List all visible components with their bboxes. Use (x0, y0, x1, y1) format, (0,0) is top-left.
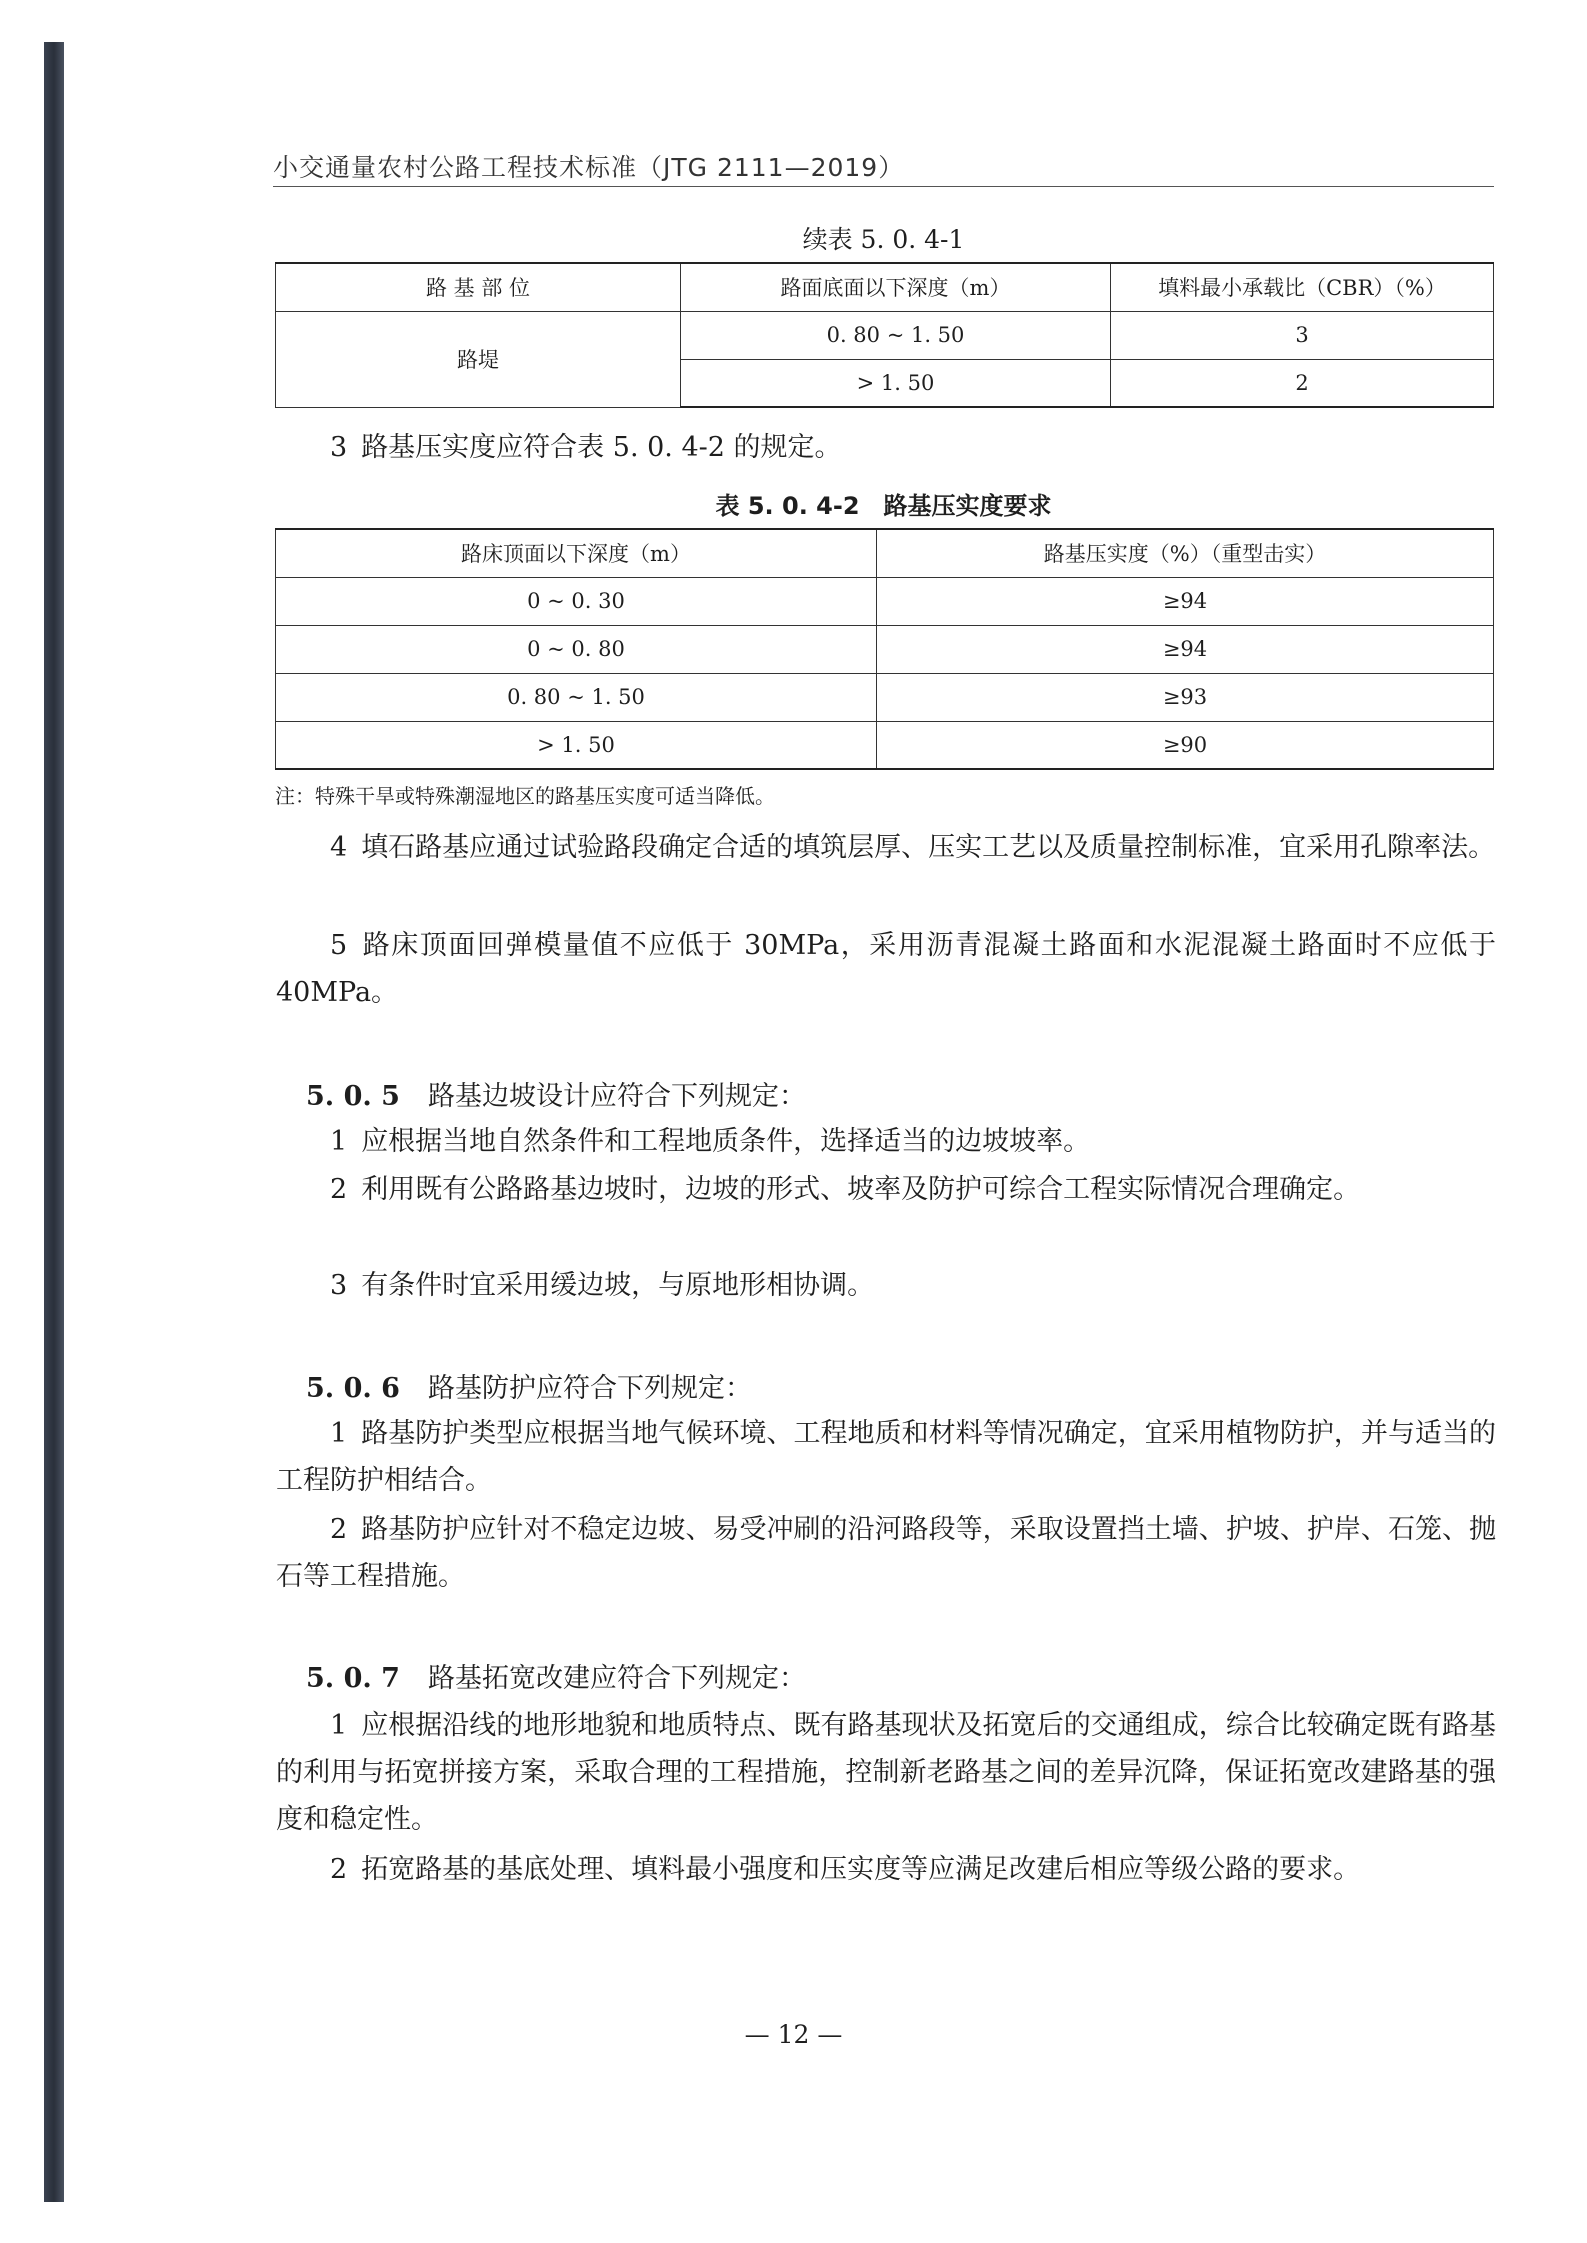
table-row (276, 577, 1494, 625)
clause-paragraph (276, 1506, 1496, 1600)
clause-paragraph (276, 424, 1496, 471)
header-cell: 路基压实度（%）（重型击实） (877, 529, 1494, 577)
compaction-cell: ≥94 (877, 625, 1494, 673)
clause-paragraph (276, 922, 1496, 1016)
clause-text: 路基防护类型应根据当地气候环境、工程地质和材料等情况确定，宜采用植物防护，并与适当的工程防护相结合。 (276, 1418, 1496, 1496)
clause-number: 3 (330, 1270, 348, 1301)
clause-paragraph (276, 824, 1496, 871)
clause-text: 拓宽路基的基底处理、填料最小强度和压实度等应满足改建后相应等级公路的要求。 (361, 1854, 1361, 1885)
cbr-cell: 2 (1111, 359, 1494, 407)
row-label-cell: 路堤 (276, 311, 681, 407)
table-caption: 表 5. 0. 4-2 路基压实度要求 (715, 492, 1052, 520)
clause-number: 5 (330, 930, 348, 961)
table-header-row (276, 263, 1494, 311)
clause-number: 1 (330, 1126, 348, 1157)
table-note: 注：特殊干旱或特殊潮湿地区的路基压实度可适当降低。 (275, 784, 775, 808)
cbr-cell: 3 (1111, 311, 1494, 359)
clause-paragraph (276, 1118, 1496, 1165)
clause-number: 2 (330, 1854, 348, 1885)
clause-text: 利用既有公路路基边坡时，边坡的形式、坡率及防护可综合工程实际情况合理确定。 (361, 1174, 1361, 1205)
clause-text: 路床顶面回弹模量值不应低于 30MPa，采用沥青混凝土路面和水泥混凝土路面时不应低于 40MPa。 (276, 930, 1496, 1008)
section-title: 路基拓宽改建应符合下列规定： (427, 1663, 806, 1694)
section-heading (306, 1074, 806, 1113)
section-heading (306, 1366, 752, 1405)
section-number: 5. 0. 6 (306, 1373, 400, 1404)
header-cell: 填料最小承载比（CBR）（%） (1111, 263, 1494, 311)
clause-number: 1 (330, 1418, 348, 1449)
section-heading (306, 1656, 806, 1695)
clause-text: 有条件时宜采用缓边坡，与原地形相协调。 (361, 1270, 875, 1301)
clause-number: 4 (330, 832, 348, 863)
table-caption: 续表 5. 0. 4-1 (802, 225, 965, 254)
compaction-cell: ≥90 (877, 721, 1494, 769)
section-number: 5. 0. 7 (306, 1663, 400, 1694)
book-spine-shadow (44, 42, 64, 2202)
depth-cell: 0 ~ 0. 30 (276, 577, 877, 625)
clause-paragraph (276, 1262, 1496, 1309)
table-header-row (276, 529, 1494, 577)
table-row (276, 311, 1494, 359)
clause-text: 路基防护应针对不稳定边坡、易受冲刷的沿河路段等，采取设置挡土墙、护坡、护岸、石笼、抛石等工程措施。 (276, 1514, 1496, 1592)
depth-cell: 0 ~ 0. 80 (276, 625, 877, 673)
header-cell: 路床顶面以下深度（m） (276, 529, 877, 577)
depth-cell: 0. 80 ~ 1. 50 (681, 311, 1111, 359)
section-title: 路基防护应符合下列规定： (427, 1373, 752, 1404)
clause-number: 3 (330, 432, 348, 463)
depth-cell: 0. 80 ~ 1. 50 (276, 673, 877, 721)
clause-paragraph (276, 1410, 1496, 1504)
compaction-cell: ≥94 (877, 577, 1494, 625)
clause-text: 填石路基应通过试验路段确定合适的填筑层厚、压实工艺以及质量控制标准，宜采用孔隙率法。 (361, 832, 1496, 863)
header-cell: 路 基 部 位 (276, 263, 681, 311)
table-row (276, 673, 1494, 721)
clause-number: 2 (330, 1514, 348, 1545)
compaction-cell: ≥93 (877, 673, 1494, 721)
section-title: 路基边坡设计应符合下列规定： (427, 1081, 806, 1112)
clause-paragraph (276, 1846, 1496, 1893)
table-row (276, 721, 1494, 769)
clause-text: 应根据当地自然条件和工程地质条件，选择适当的边坡坡率。 (361, 1126, 1091, 1157)
clause-number: 1 (330, 1710, 348, 1741)
clause-text: 应根据沿线的地形地貌和地质特点、既有路基现状及拓宽后的交通组成，综合比较确定既有路基的利用与拓宽拼接方案，采取合理的工程措施，控制新老路基之间的差异沉降，保证拓宽改建路基的强度和稳定性。 (276, 1710, 1496, 1835)
running-header: 小交通量农村公路工程技术标准（JTG 2111—2019） (273, 153, 905, 182)
clause-paragraph (276, 1166, 1496, 1213)
depth-cell: > 1. 50 (681, 359, 1111, 407)
table-row (276, 625, 1494, 673)
section-number: 5. 0. 5 (306, 1081, 400, 1112)
clause-text: 路基压实度应符合表 5. 0. 4-2 的规定。 (361, 432, 842, 463)
header-divider (273, 186, 1494, 187)
clause-paragraph (276, 1702, 1496, 1843)
page-number: — 12 — (744, 2020, 843, 2049)
header-cell: 路面底面以下深度（m） (681, 263, 1111, 311)
compaction-table (275, 528, 1494, 770)
depth-cell: > 1. 50 (276, 721, 877, 769)
clause-number: 2 (330, 1174, 348, 1205)
cbr-table (275, 262, 1494, 408)
